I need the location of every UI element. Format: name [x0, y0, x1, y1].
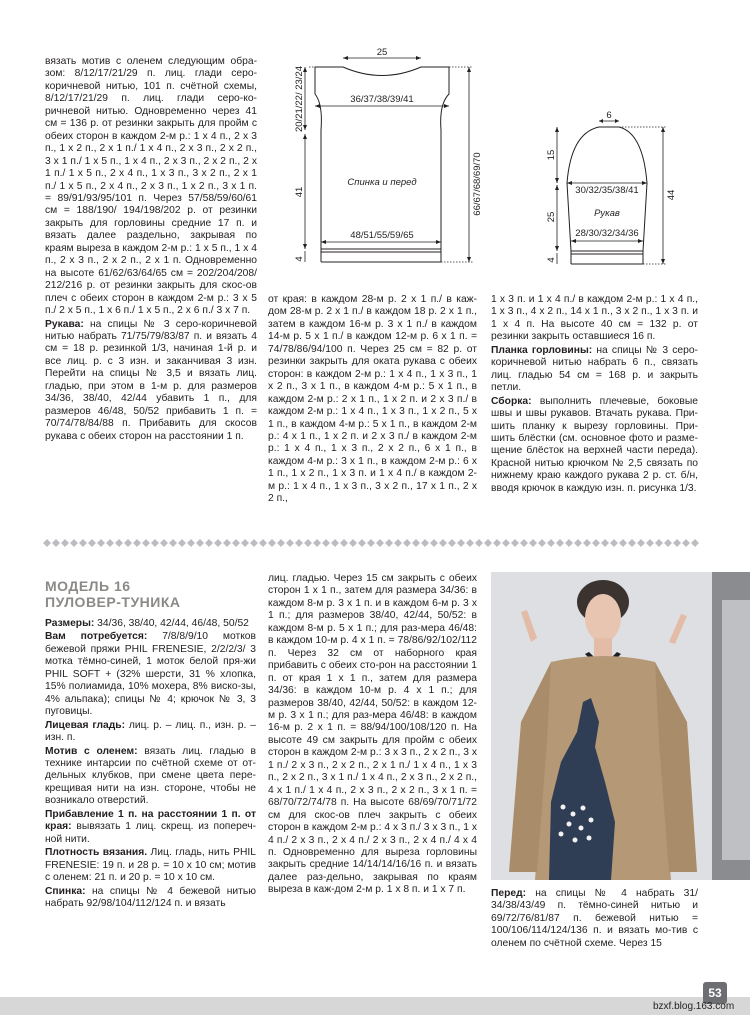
assembly-label: Сборка: — [491, 395, 532, 407]
divider-diamond — [313, 539, 321, 547]
neckband-text: на спицы № 3 серо-коричневой нитью набрать 6 п., связать лиц. гладью 54 см = 168 р. и закрыть петли. — [491, 344, 698, 394]
paragraph — [45, 746, 256, 808]
divider-diamond — [367, 539, 375, 547]
divider-diamond — [178, 539, 186, 547]
front-label: Перед: — [491, 888, 527, 899]
divider-diamond — [97, 539, 105, 547]
deer-motif-text: вязать лиц. гладью в технике интарсии по счётной схеме от от-дельных клубков, при смене цвета пере-крещивая нити на изн. стороне, чтобы не возникало отверстий. — [45, 745, 256, 807]
divider-diamond — [115, 539, 123, 547]
paragraph — [45, 886, 256, 911]
back-front-schema — [275, 44, 490, 276]
cap-height: 15 — [546, 149, 557, 161]
paragraph — [45, 618, 256, 630]
divider-diamond — [691, 539, 699, 547]
divider-diamond — [79, 539, 87, 547]
gauge-text: Лиц. гладь, нить PHIL FRENESIE: 19 п. и 28 р. = 10 х 10 см; мотив с оленем: 21 п. и 20 р. = 10 х 10 см. — [45, 847, 257, 884]
stockinette-label: Лицевая гладь: — [45, 719, 126, 731]
divider-diamond — [322, 539, 330, 547]
side-height: 41 — [294, 186, 305, 198]
increase-label: Прибавление 1 п. на расстоянии 1 п. от края: — [45, 808, 256, 833]
divider-diamond — [502, 539, 510, 547]
sleeve-upper-width: 30/32/35/38/41 — [575, 185, 639, 196]
divider-diamond — [448, 539, 456, 547]
divider-diamond — [151, 539, 159, 547]
paragraph — [45, 631, 256, 718]
bottom-bar — [0, 997, 750, 1015]
divider-diamond — [232, 539, 240, 547]
gauge-label: Плотность вязания. — [45, 847, 148, 859]
materials-label: Вам потребуется: — [45, 631, 148, 643]
text-column-3 — [491, 294, 698, 496]
divider-diamond — [169, 539, 177, 547]
bottom-width: 48/51/55/59/65 — [350, 230, 414, 241]
divider-diamond — [646, 539, 654, 547]
divider-diamond — [70, 539, 78, 547]
divider-diamond — [349, 539, 357, 547]
divider-diamond — [340, 539, 348, 547]
total-height: 66/67/68/69/70 — [472, 152, 483, 216]
divider-diamond — [493, 539, 501, 547]
divider-diamond — [628, 539, 636, 547]
divider-diamond — [574, 539, 582, 547]
text-column-2 — [268, 294, 477, 507]
page-number: 53 — [703, 982, 727, 1004]
divider-diamond — [538, 539, 546, 547]
divider-diamond — [304, 539, 312, 547]
divider-diamond — [259, 539, 267, 547]
rib-height: 4 — [294, 256, 305, 262]
assembly-text: выполнить плечевые, боковые швы и швы рукавов. Втачать рукава. При-шить планку к вырезу горловины. При-шить блёстки (см. основное фото и разме-щение блёсток на верхней части переда). Красной нитью крючком № 2,5 связать по нижнему краю каждого рукава 2 р. ст. б/н, вводя крючок в каждую изн. п. рисунка 1/3. — [491, 395, 698, 494]
divider-diamond — [268, 539, 276, 547]
sleeve-label: Рукав — [594, 208, 620, 219]
divider-diamond — [106, 539, 114, 547]
front-text: на спицы № 4 набрать 31/ 34/38/43/49 п. тёмно-синей нитью и 69/72/76/81/87 п. бежевой нитью = 100/106/114/124/136 п. и вязать мо-тив с оленем по счётной схеме. Через 15 — [491, 888, 698, 949]
increase-text: вывязать 1 лиц. скрещ. из попереч-ной нити. — [45, 821, 256, 845]
divider-diamond — [331, 539, 339, 547]
divider-diamond — [376, 539, 384, 547]
sizes-label: Размеры: — [45, 618, 95, 629]
divider-diamond — [88, 539, 96, 547]
divider-diamond — [43, 539, 51, 547]
text-column-5 — [268, 573, 477, 898]
back-text: на спицы № 4 бежевой нитью набрать 92/98/104/112/124 п. и вязать — [45, 885, 256, 909]
photo-side-panel — [722, 600, 750, 860]
divider-diamond — [637, 539, 645, 547]
divider-diamond — [484, 539, 492, 547]
model-name: ПУЛОВЕР-ТУНИКА — [45, 594, 181, 610]
paragraph — [491, 888, 698, 950]
paragraph — [491, 345, 698, 395]
divider-diamond — [592, 539, 600, 547]
divider-diamond — [565, 539, 573, 547]
back-label: Спинка: — [45, 885, 86, 897]
divider-diamond — [421, 539, 429, 547]
divider-diamond — [655, 539, 663, 547]
top-width: 25 — [376, 47, 388, 58]
sleeve-rib-height: 4 — [546, 257, 557, 263]
sleeve-label: Рукава: — [45, 318, 84, 330]
paragraph — [45, 847, 256, 884]
divider-diamond — [385, 539, 393, 547]
divider-diamond — [475, 539, 483, 547]
materials-text: 7/8/8/9/10 мотков бежевой пряжи PHIL FRENESIE, 2/2/2/3/ 3 мотка тёмно-синей, 1 моток белой пря-жи PHIL SOFT + (32% шерсти, 31 % хлопка, 15% полиамида, 10% мохера, 8% виско-зы, 4% альпака); спицы № 4; крючок № 3, 3 пуговицы. — [45, 631, 257, 718]
divider-diamond — [547, 539, 555, 547]
paragraph — [45, 319, 257, 444]
section-divider — [42, 538, 702, 548]
divider-diamond — [196, 539, 204, 547]
sleeve-lower-width: 28/30/32/34/36 — [575, 228, 639, 239]
divider-diamond — [430, 539, 438, 547]
divider-diamond — [439, 539, 447, 547]
model-heading — [45, 578, 265, 610]
divider-diamond — [358, 539, 366, 547]
paragraph — [45, 809, 256, 846]
sleeve-schema — [535, 105, 685, 275]
paragraph: вязать мотив с оленем следующим обра-зом: 8/12/17/21/29 п. лиц. глади серо-коричневой нитью, 101 п. счётной схемы, 8/12/17/21/29 п. лиц. глади серо-ко-ричневой нитью. Одновременно через 41 см = 136 р. от резинки закрыть для пройм с обеих сторон в каждом 2-м р.: 1 х 4 п., 2 х 3 п., 1 х 2 п., 2 х 1 п./ 1 х 4 п., 2 х 3 п., 2 х 2 п., 3 х 1 п./ 1 х 5 п., 1 х 4 п., 2 х 3 п., 2 х 2 п., 2 х 1 п./ 1 х 5 п., 2 х 4 п., 1 х 3 п., 3 х 2 п., 2 х 1 п./ 1 х 5 п., 2 х 4 п., 2 х 3 п., 1 х 2 п., 3 х 1 п. = 89/91/93/95/101 п. Через 57/58/59/60/61 см = 188/190/ 194/198/202 р. от резинки закрыть для горловины средние 17 п. и вязать далее раздельно, закрывая по краям выреза в каждом 2-м р.: 1 х 5 п., 1 х 4 п., 2 х 3 п., 2 х 2 п., 2 х 1 п. Одновременно на высоте 61/62/63/64/65 см = 202/204/208/ 212/216 р. от резинки закрыть для скос-ов плеч с обеих сторон в каждом 2-м р.: 3 х 5 п./ 2 х 5 п., 1 х 6 п./ 1 х 5 п., 2 х 6 п./ 3 х 7 п. — [45, 56, 257, 317]
divider-diamond — [457, 539, 465, 547]
divider-diamond — [394, 539, 402, 547]
deer-motif-label: Мотив с оленем: — [45, 745, 138, 757]
divider-diamond — [601, 539, 609, 547]
divider-diamond — [412, 539, 420, 547]
divider-diamond — [619, 539, 627, 547]
divider-diamond — [124, 539, 132, 547]
neckband-label: Планка горловины: — [491, 344, 593, 356]
paragraph: лиц. гладью. Через 15 см закрыть с обеих сторон 1 х 1 п., затем для размера 34/36: в каждом 8-м р. 3 х 1 п. и в каждом 6-м р. 3 х 1 п.; для размеров 38/40, 42/44, 50/52: в каждом 8-м р. 5 х 1 п.; для раз-мера 46/48: в каждом 10-м р. 4 х 1 п. = 78/86/92/102/112 п. Через 32 см от наборного края прибавить с обеих сто-рон на расстоянии 1 п. от края 1 х 1 п., затем для размера 34/36: в каждом 10-м р. 4 х 1 п.; для размеров 38/40, 42/44, 50/52: в каждом 12-м р. 3 х 1 п.; для раз-мера 46/48: в каждом 16-м р. 2 х 1 п. = 88/94/100/108/120 п. На высоте 49 см закрыть для пройм с обеих сторон в каждом 2-м р.: 3 х 3 п., 2 х 2 п., 3 х 1 п./ 2 х 3 п., 2 х 2 п., 2 х 1 п./ 1 х 4 п., 1 х 3 п., 2 х 2 п., 3 х 1 п./ 1 х 4 п., 2 х 3 п., 2 х 2 п., 4 х 1 п./ 1 х 4 п., 2 х 3 п., 2 х 2 п., 3 х 1 п. = 68/70/72/74/78 п. На высоте 68/69/70/71/72 см для скос-ов плеч закрыть с обеих сторон в каждом 2-м р.: 4 х 3 п./ 3 х 3 п., 1 х 4 п./ 2 х 3 п., 2 х 4 п./ 2 х 3 п., 2 х 4 п./ 4 х 4 п. Одновременно для выреза горловины закрыть средние 14/14/14/16/16 п. и вязать далее раз-дельно, закрывая по краям выреза в каж-дом 2-м р. 1 х 8 п. и 1 х 7 п. — [268, 573, 477, 896]
divider-diamond — [205, 539, 213, 547]
divider-diamond — [682, 539, 690, 547]
divider-diamond — [241, 539, 249, 547]
text-column-4 — [45, 618, 256, 911]
sleeve-text: на спицы № 3 серо-коричневой нитью набрать 71/75/79/83/87 п. и вязать 4 см = 18 р. резинкой 1/3, начиная 1-й р. и все лиц. р. с 3 изн. и заканчивая 3 изн. Перейти на спицы № 3,5 и вязать лиц. гладью, при этом в 1-м р. для размеров 34/36, 38/40, 42/44 убавить 1 п., для размеров 46/48, 50/52 прибавить 1 п. = 70/74/78/84/88 п. Прибавить для скосов рукава с обеих сторон на расстоянии 1 п. — [45, 318, 257, 442]
paragraph — [45, 720, 256, 745]
divider-diamond — [250, 539, 258, 547]
divider-diamond — [520, 539, 528, 547]
divider-diamond — [583, 539, 591, 547]
model-number: МОДЕЛЬ 16 — [45, 578, 131, 594]
divider-diamond — [556, 539, 564, 547]
sleeve-total-height: 44 — [666, 189, 677, 201]
divider-diamond — [133, 539, 141, 547]
piece-label: Спинка и перед — [347, 177, 417, 188]
divider-diamond — [295, 539, 303, 547]
divider-diamond — [610, 539, 618, 547]
chest-width: 36/37/38/39/41 — [350, 94, 414, 105]
divider-diamond — [673, 539, 681, 547]
divider-diamond — [52, 539, 60, 547]
text-column-6 — [491, 888, 698, 951]
divider-diamond — [511, 539, 519, 547]
stockinette-text: лиц. р. – лиц. п., изн. р. – изн. п. — [45, 719, 256, 744]
divider-diamond — [160, 539, 168, 547]
divider-diamond — [529, 539, 537, 547]
paragraph: 1 х 3 п. и 1 х 4 п./ в каждом 2-м р.: 1 х 4 п., 1 х 3 п., 4 х 2 п., 14 х 1 п., 3 х 2 п., 1 х 3 п. и 1 х 4 п. На высоте 40 см = 132 р. от резинки закрыть оставшиеся 16 п. — [491, 294, 698, 343]
divider-diamond — [61, 539, 69, 547]
sizes-text: 34/36, 38/40, 42/44, 46/48, 50/52 — [94, 618, 249, 629]
armhole-height: 20/21/22/ 23/24 — [294, 65, 305, 133]
divider-diamond — [214, 539, 222, 547]
divider-diamond — [187, 539, 195, 547]
model-photo — [491, 572, 712, 880]
divider-diamond — [277, 539, 285, 547]
paragraph — [491, 396, 698, 496]
sleeve-side-height: 25 — [546, 211, 557, 223]
paragraph: от края: в каждом 28-м р. 2 х 1 п./ в каж-дом 28-м р. 2 х 1 п./ в каждом 18 р. 2 х 1 п., затем в каждом 16-м р. 3 х 1 п./ в каждом 14-м р. 5 х 1 п./ в каждом 12-м р. 6 х 1 п. = 74/78/86/94/100 п. Через 25 см = 82 р. от резинки закрыть для оката рукава с обеих сторон: в каждом 2-м р.: 1 х 4 п., 1 х 3 п., 1 х 2 п., 3 х 1 п., в каждом 4-м р.: 5 х 1 п., в каждом 2-м р.: 2 х 1 п., 1 х 2 п. и 2 х 3 п./ в каждом 2-м р.: 1 х 4 п., 1 х 3 п., 1 х 2 п., 5 х 1 п., в каждом 4-м р.: 5 х 1 п., в каждом 2-м р.: 4 х 1 п., 1 х 2 п. и 2 х 3 п./ в каждом 2-м р.: 1 х 4 п., 1 х 3 п., 2 х 2 п., 6 х 1 п., в каждом 4-м р.: 3 х 1 п., в каждом 2-м р.: 6 х 1 п., 1 х 2 п., 1 х 3 п. и 1 х 4 п./ в каждом 2-м р.: 1 х 4 п., 1 х 3 п., 3 х 2 п., 17 х 1 п., 2 х 2 п., — [268, 294, 477, 505]
divider-diamond — [223, 539, 231, 547]
diamond-row — [43, 539, 699, 547]
divider-diamond — [286, 539, 294, 547]
watermark-text: bzxf.blog.163.com — [653, 1001, 735, 1012]
text-column-1 — [45, 56, 257, 444]
divider-diamond — [142, 539, 150, 547]
sleeve-top-width: 6 — [606, 110, 612, 121]
divider-diamond — [664, 539, 672, 547]
divider-diamond — [466, 539, 474, 547]
divider-diamond — [403, 539, 411, 547]
